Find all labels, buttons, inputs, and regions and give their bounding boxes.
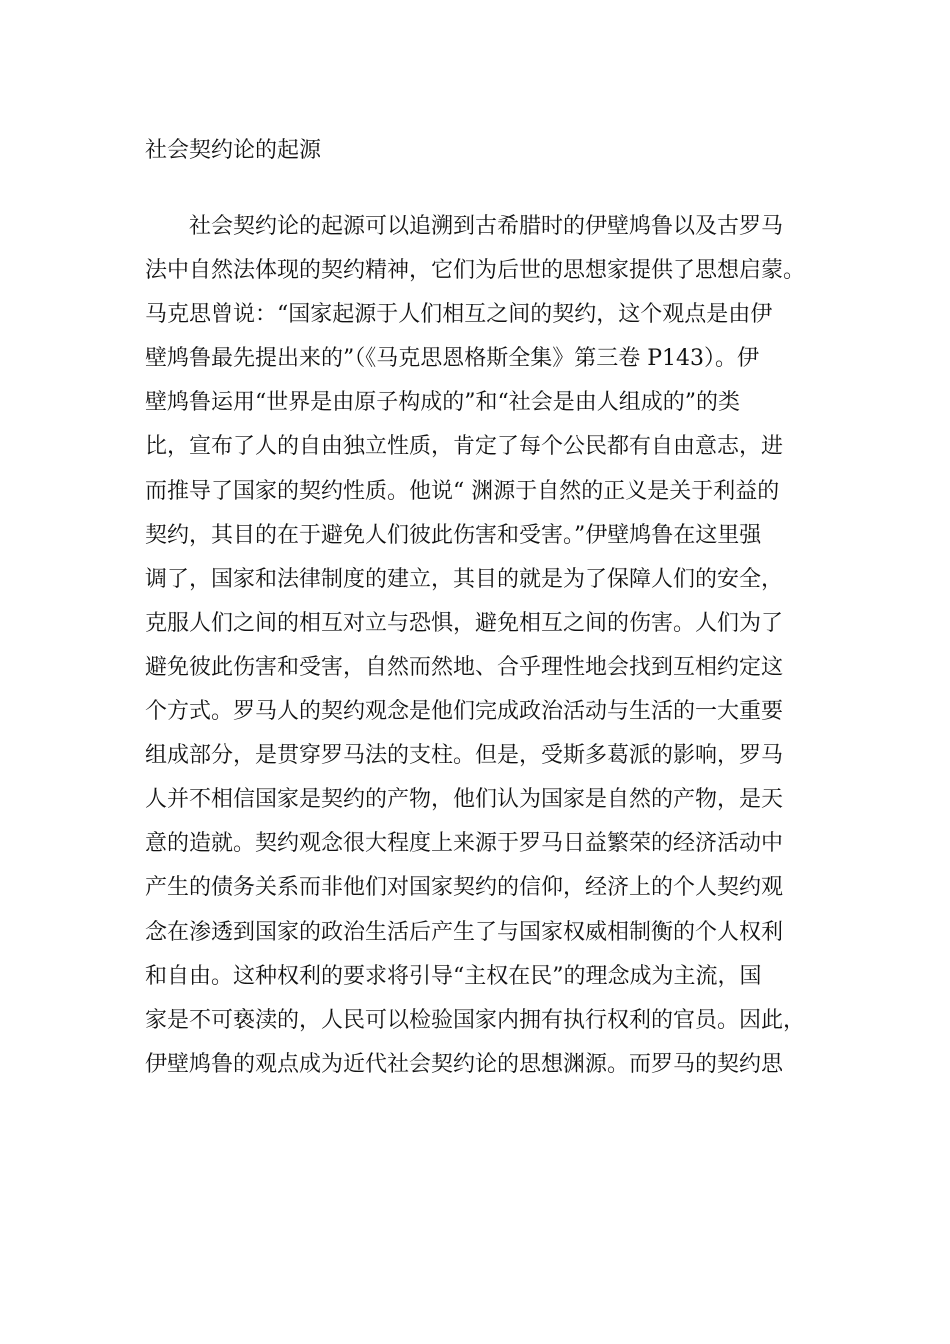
paragraph-line: 避免彼此伤害和受害，自然而然地、合乎理性地会找到互相约定这 <box>145 654 784 680</box>
paragraph-line: 产生的债务关系而非他们对国家契约的信仰，经济上的个人契约观 <box>145 875 784 901</box>
paragraph-line: 马克思曾说：“国家起源于人们相互之间的契约，这个观点是由伊 <box>145 302 773 328</box>
paragraph-line: 念在渗透到国家的政治生活后产生了与国家权威相制衡的个人权利 <box>145 919 784 945</box>
paragraph-line: 契约，其目的在于避免人们彼此伤害和受害。”伊壁鸠鲁在这里强 <box>145 522 762 548</box>
paragraph-line: 伊壁鸠鲁的观点成为近代社会契约论的思想渊源。而罗马的契约思 <box>145 1051 784 1077</box>
paragraph-line: 意的造就。契约观念很大程度上来源于罗马日益繁荣的经济活动中 <box>145 831 784 857</box>
paragraph-line: 壁鸠鲁最先提出来的”（《马克思恩格斯全集》第三卷 P143）。伊 <box>145 346 760 372</box>
body-paragraph <box>145 205 825 1087</box>
paragraph-line: 而推导了国家的契约性质。他说“ 渊源于自然的正义是关于利益的 <box>145 478 780 504</box>
paragraph-line: 社会契约论的起源可以追溯到古希腊时的伊壁鸠鲁以及古罗马 <box>189 214 784 239</box>
paragraph-line: 调了，国家和法律制度的建立，其目的就是为了保障人们的安全， <box>145 566 784 592</box>
paragraph-line: 比，宣布了人的自由独立性质，肯定了每个公民都有自由意志，进 <box>145 434 784 460</box>
paragraph-line: 个方式。罗马人的契约观念是他们完成政治活动与生活的一大重要 <box>145 699 784 725</box>
paragraph-line: 家是不可亵渎的，人民可以检验国家内拥有执行权利的官员。因此， <box>145 1007 806 1033</box>
paragraph-line: 法中自然法体现的契约精神，它们为后世的思想家提供了思想启蒙。 <box>145 258 806 284</box>
paragraph-line: 人并不相信国家是契约的产物，他们认为国家是自然的产物，是天 <box>145 787 784 813</box>
paragraph-line: 克服人们之间的相互对立与恐惧，避免相互之间的伤害。人们为了 <box>145 610 784 636</box>
paragraph-line: 组成部分，是贯穿罗马法的支柱。但是，受斯多葛派的影响，罗马 <box>145 743 784 769</box>
paragraph-line: 和自由。这种权利的要求将引导“主权在民”的理念成为主流，国 <box>145 963 762 989</box>
paragraph-line: 壁鸠鲁运用“世界是由原子构成的”和“社会是由人组成的”的类 <box>145 390 740 416</box>
document-title: 社会契约论的起源 <box>145 138 322 163</box>
